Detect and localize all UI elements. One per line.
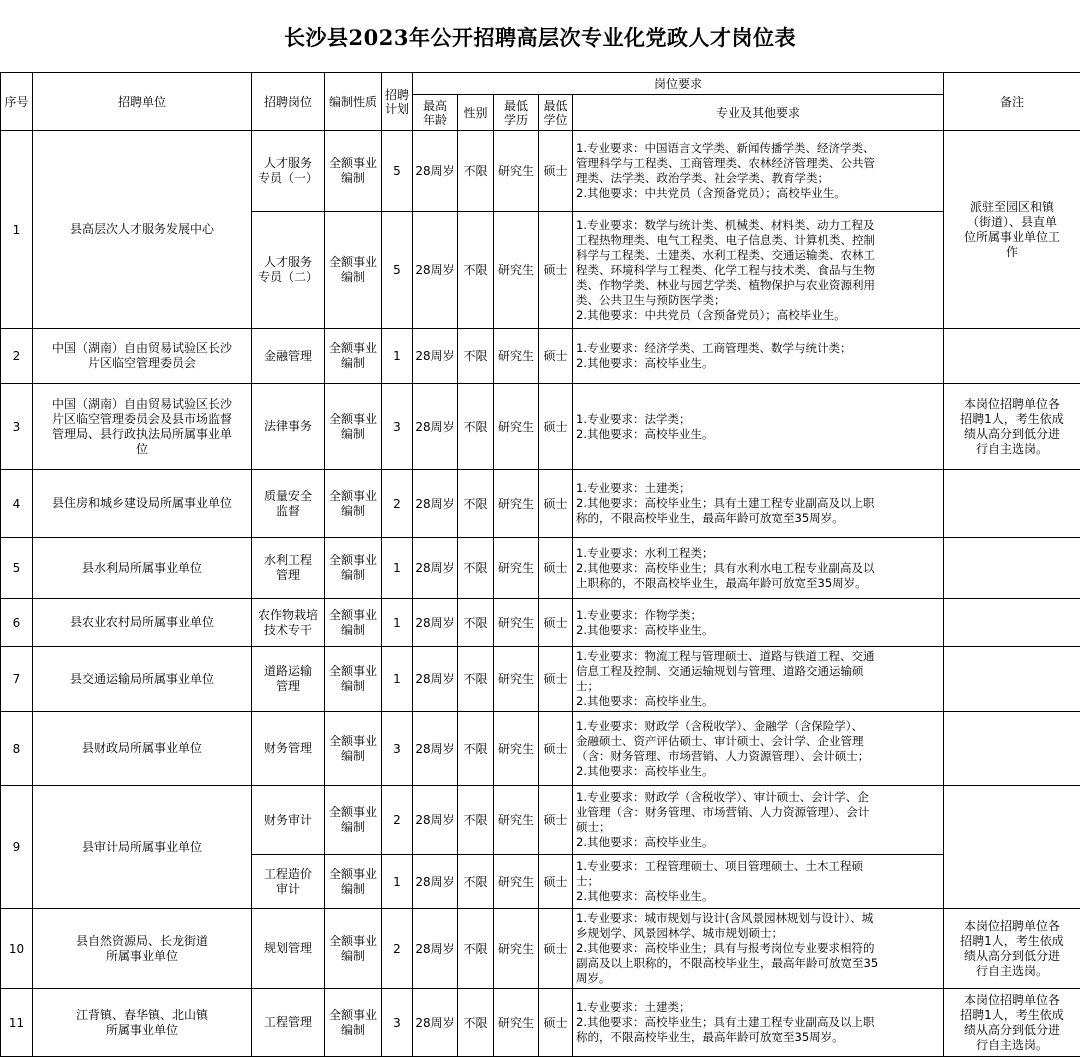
requirement-cell-line: 2.其他要求：高校毕业生。 [576,427,941,442]
post-cell [252,599,325,647]
post-cell-line: 法律事务 [253,419,323,434]
header-degree [539,95,573,131]
degree-cell: 硕士 [539,384,573,470]
seq-cell: 9 [1,786,33,909]
edu-cell: 研究生 [494,647,539,712]
requirement-cell-line: 类、作物学类、林业与园艺学类、植物保护与农业资源利用 [576,278,941,293]
plan-cell: 1 [382,538,413,599]
table-row [1,786,1080,855]
remark-cell [944,786,1080,909]
post-cell [252,131,325,212]
unit-cell-line: 片区临空管理委员会 [34,356,250,371]
post-cell-line: 工程管理 [253,1015,323,1030]
table-row [1,712,1080,786]
requirement-cell-line: 业管理（含：财务管理、市场营销、人力资源管理）、会计 [576,805,941,820]
remark-cell [944,131,1080,329]
table-row [1,647,1080,712]
unit-cell-line: 县交通运输局所属事业单位 [34,672,250,687]
degree-cell: 硕士 [539,538,573,599]
unit-cell [33,712,252,786]
unit-cell [33,647,252,712]
nature-cell-line: 编制 [326,623,380,638]
unit-cell-line: 中国（湖南）自由贸易试验区长沙 [34,397,250,412]
post-cell-line: 人才服务 [253,255,323,270]
remark-cell [944,989,1080,1057]
requirement-cell-line: 称的，不限高校毕业生，最高年龄可放宽至35周岁。 [576,1030,941,1045]
edu-cell: 研究生 [494,712,539,786]
requirement-cell-line: 1.专业要求：法学类； [576,412,941,427]
nature-cell-line: 全额事业 [326,1008,380,1023]
seq-cell: 1 [1,131,33,329]
gender-cell: 不限 [458,855,494,909]
unit-cell [33,538,252,599]
requirement-cell-line: 周岁。 [576,971,941,986]
degree-cell: 硕士 [539,909,573,989]
remark-cell-line: 行自主选岗。 [947,442,1077,457]
remark-cell [944,647,1080,712]
nature-cell-line: 编制 [326,1023,380,1038]
header-edu-line2: 学历 [495,113,537,127]
header-edu-line1: 最低 [495,99,537,113]
requirement-cell-line: 程类、环境科学与工程类、化学工程与技术类、食品与生物 [576,263,941,278]
table-row [1,470,1080,538]
header-age [413,95,458,131]
header-plan-line1: 招聘 [383,88,411,102]
remark-cell-line: 绩从高分到低分进 [947,1023,1077,1038]
requirement-cell [573,470,944,538]
positions-table [0,72,1080,1057]
unit-cell-line: 县水利局所属事业单位 [34,561,250,576]
nature-cell [325,989,382,1057]
edu-cell: 研究生 [494,212,539,329]
header-gender: 性别 [458,95,494,131]
plan-cell: 2 [382,470,413,538]
edu-cell: 研究生 [494,538,539,599]
remark-cell-line: 派驻至园区和镇 [947,200,1077,215]
requirement-cell [573,212,944,329]
nature-cell [325,384,382,470]
table-row [1,384,1080,470]
requirement-cell-line: 2.其他要求：高校毕业生。 [576,356,941,371]
gender-cell: 不限 [458,212,494,329]
table-row [1,989,1080,1057]
edu-cell: 研究生 [494,786,539,855]
nature-cell [325,329,382,384]
header-nature: 编制性质 [325,73,382,131]
header-plan [382,73,413,131]
nature-cell [325,855,382,909]
post-cell [252,989,325,1057]
remark-cell-line: 本岗位招聘单位各 [947,919,1077,934]
header-edu [494,95,539,131]
requirement-cell-line: 2.其他要求：高校毕业生。 [576,835,941,850]
age-cell: 28周岁 [413,712,458,786]
seq-cell: 7 [1,647,33,712]
age-cell: 28周岁 [413,212,458,329]
header-requirements: 岗位要求 [413,73,944,95]
nature-cell [325,131,382,212]
remark-cell [944,329,1080,384]
post-cell-line: 道路运输 [253,664,323,679]
unit-cell-line: 县审计局所属事业单位 [34,840,250,855]
requirement-cell-line: 士； [576,679,941,694]
table-body [1,131,1080,1057]
remark-cell-line: 作 [947,245,1077,260]
nature-cell-line: 编制 [326,270,380,285]
degree-cell: 硕士 [539,855,573,909]
post-cell-line: 财务审计 [253,813,323,828]
degree-cell: 硕士 [539,989,573,1057]
requirement-cell-line: 2.其他要求：中共党员（含预备党员）；高校毕业生。 [576,186,941,201]
requirement-cell-line: 称的，不限高校毕业生，最高年龄可放宽至35周岁。 [576,511,941,526]
unit-cell-line: 县农业农村局所属事业单位 [34,615,250,630]
seq-cell: 6 [1,599,33,647]
plan-cell: 5 [382,212,413,329]
seq-cell: 2 [1,329,33,384]
remark-cell-line: 绩从高分到低分进 [947,427,1077,442]
requirement-cell-line: 1.专业要求：城市规划与设计(含风景园林规划与设计）、城 [576,911,941,926]
requirement-cell [573,329,944,384]
nature-cell-line: 全额事业 [326,608,380,623]
seq-cell: 4 [1,470,33,538]
table-row [1,909,1080,989]
nature-cell-line: 编制 [326,679,380,694]
gender-cell: 不限 [458,599,494,647]
plan-cell: 3 [382,712,413,786]
plan-cell: 1 [382,855,413,909]
unit-cell-line: 县住房和城乡建设局所属事业单位 [34,496,250,511]
age-cell: 28周岁 [413,989,458,1057]
requirement-cell-line: 1.专业要求：水利工程类； [576,546,941,561]
post-cell-line: 审计 [253,882,323,897]
post-cell-line: 规划管理 [253,941,323,956]
nature-cell [325,538,382,599]
degree-cell: 硕士 [539,329,573,384]
unit-cell [33,384,252,470]
unit-cell-line: 所属事业单位 [34,949,250,964]
unit-cell [33,131,252,329]
remark-cell [944,599,1080,647]
age-cell: 28周岁 [413,131,458,212]
plan-cell: 1 [382,599,413,647]
requirement-cell-line: 1.专业要求：经济学类、工商管理类、数学与统计类； [576,341,941,356]
post-cell-line: 管理 [253,679,323,694]
post-cell [252,470,325,538]
post-cell-line: 监督 [253,504,323,519]
remark-cell-line: （街道）、县直单 [947,215,1077,230]
post-cell-line: 管理 [253,568,323,583]
age-cell: 28周岁 [413,329,458,384]
degree-cell: 硕士 [539,470,573,538]
gender-cell: 不限 [458,131,494,212]
seq-cell: 3 [1,384,33,470]
requirement-cell-line: 2.其他要求：高校毕业生；具有土建工程专业副高及以上职 [576,496,941,511]
age-cell: 28周岁 [413,786,458,855]
requirement-cell-line: 工程热物理类、电气工程类、电子信息类、计算机类、控制 [576,233,941,248]
requirement-cell-line: 信息工程及控制、交通运输规划与管理、道路交通运输硕 [576,664,941,679]
age-cell: 28周岁 [413,384,458,470]
requirement-cell-line: 1.专业要求：中国语言文学类、新闻传播学类、经济学类、 [576,141,941,156]
requirement-cell [573,131,944,212]
post-cell-line: 工程造价 [253,867,323,882]
remark-cell-line: 绩从高分到低分进 [947,949,1077,964]
age-cell: 28周岁 [413,647,458,712]
nature-cell [325,212,382,329]
requirement-cell-line: 1.专业要求：数学与统计类、机械类、材料类、动力工程及 [576,218,941,233]
header-plan-line2: 计划 [383,102,411,116]
requirement-cell [573,909,944,989]
requirement-cell-line: 1.专业要求：工程管理硕士、项目管理硕士、土木工程硕 [576,859,941,874]
requirement-cell-line: 2.其他要求：高校毕业生。 [576,694,941,709]
plan-cell: 3 [382,384,413,470]
nature-cell-line: 编制 [326,427,380,442]
requirement-cell-line: 理类、法学类、政治学类、社会学类、教育学类； [576,171,941,186]
age-cell: 28周岁 [413,855,458,909]
age-cell: 28周岁 [413,470,458,538]
edu-cell: 研究生 [494,131,539,212]
requirement-cell-line: 1.专业要求：土建类； [576,481,941,496]
unit-cell-line: 县自然资源局、长龙街道 [34,934,250,949]
edu-cell: 研究生 [494,384,539,470]
edu-cell: 研究生 [494,470,539,538]
remark-cell-line: 本岗位招聘单位各 [947,993,1077,1008]
requirement-cell [573,989,944,1057]
requirement-cell-line: （含：财务管理、市场营销、人力资源管理）、会计硕士； [576,749,941,764]
post-cell [252,212,325,329]
gender-cell: 不限 [458,470,494,538]
nature-cell-line: 全额事业 [326,934,380,949]
requirement-cell [573,855,944,909]
post-cell [252,538,325,599]
degree-cell: 硕士 [539,212,573,329]
requirement-cell-line: 2.其他要求：高校毕业生。 [576,889,941,904]
remark-cell-line: 招聘1人，考生依成 [947,412,1077,427]
nature-cell-line: 全额事业 [326,489,380,504]
post-cell [252,329,325,384]
nature-cell-line: 编制 [326,568,380,583]
requirement-cell-line: 2.其他要求：高校毕业生；具有土建工程专业副高及以上职 [576,1015,941,1030]
unit-cell [33,786,252,909]
unit-cell-line: 县财政局所属事业单位 [34,741,250,756]
requirement-cell [573,599,944,647]
degree-cell: 硕士 [539,647,573,712]
nature-cell-line: 编制 [326,171,380,186]
remark-cell-line: 招聘1人，考生依成 [947,1008,1077,1023]
post-cell-line: 人才服务 [253,156,323,171]
requirement-cell-line: 上职称的，不限高校毕业生，最高年龄可放宽至35周岁。 [576,576,941,591]
post-cell-line: 水利工程 [253,553,323,568]
nature-cell-line: 全额事业 [326,412,380,427]
nature-cell [325,470,382,538]
header-age-line1: 最高 [414,99,456,113]
gender-cell: 不限 [458,712,494,786]
header-age-line2: 年龄 [414,113,456,127]
requirement-cell-line: 金融硕士、资产评估硕士、审计硕士、会计学、企业管理 [576,734,941,749]
requirement-cell [573,712,944,786]
nature-cell-line: 全额事业 [326,255,380,270]
unit-cell [33,599,252,647]
post-cell-line: 农作物栽培 [253,608,323,623]
post-cell [252,712,325,786]
header-major: 专业及其他要求 [573,95,944,131]
header-remark: 备注 [944,73,1080,131]
table-row [1,538,1080,599]
remark-cell [944,712,1080,786]
remark-cell [944,470,1080,538]
remark-cell [944,909,1080,989]
nature-cell-line: 全额事业 [326,805,380,820]
gender-cell: 不限 [458,329,494,384]
requirement-cell-line: 副高及以上职称的，不限高校毕业生，最高年龄可放宽至35 [576,956,941,971]
post-cell-line: 质量安全 [253,489,323,504]
gender-cell: 不限 [458,384,494,470]
requirement-cell-line: 硕士； [576,820,941,835]
requirement-cell-line: 1.专业要求：土建类； [576,1000,941,1015]
degree-cell: 硕士 [539,131,573,212]
header-post: 招聘岗位 [252,73,325,131]
age-cell: 28周岁 [413,599,458,647]
plan-cell: 1 [382,329,413,384]
requirement-cell-line: 1.专业要求：物流工程与管理硕士、道路与铁道工程、交通 [576,649,941,664]
unit-cell-line: 中国（湖南）自由贸易试验区长沙 [34,341,250,356]
remark-cell-line: 招聘1人，考生依成 [947,934,1077,949]
remark-cell [944,384,1080,470]
gender-cell: 不限 [458,538,494,599]
seq-cell: 10 [1,909,33,989]
post-cell [252,909,325,989]
nature-cell [325,599,382,647]
edu-cell: 研究生 [494,855,539,909]
requirement-cell-line: 类、公共卫生与预防医学类； [576,293,941,308]
unit-cell-line: 位 [34,442,250,457]
nature-cell [325,786,382,855]
requirement-cell [573,538,944,599]
requirement-cell-line: 1.专业要求：作物学类； [576,608,941,623]
unit-cell [33,909,252,989]
requirement-cell [573,786,944,855]
header-degree-line2: 学位 [540,113,571,127]
post-cell [252,855,325,909]
degree-cell: 硕士 [539,712,573,786]
header-seq: 序号 [1,73,33,131]
seq-cell: 11 [1,989,33,1057]
requirement-cell-line: 1.专业要求：财政学（含税收学）、审计硕士、会计学、企 [576,790,941,805]
nature-cell-line: 编制 [326,504,380,519]
seq-cell: 8 [1,712,33,786]
degree-cell: 硕士 [539,599,573,647]
requirement-cell-line: 2.其他要求：高校毕业生；具有水利水电工程专业副高及以 [576,561,941,576]
gender-cell: 不限 [458,989,494,1057]
seq-cell: 5 [1,538,33,599]
requirement-cell [573,647,944,712]
nature-cell-line: 全额事业 [326,156,380,171]
nature-cell [325,909,382,989]
gender-cell: 不限 [458,647,494,712]
nature-cell-line: 全额事业 [326,664,380,679]
requirement-cell-line: 1.专业要求：财政学（含税收学）、金融学（含保险学）、 [576,719,941,734]
degree-cell: 硕士 [539,786,573,855]
requirement-cell-line: 士； [576,874,941,889]
nature-cell-line: 编制 [326,749,380,764]
nature-cell-line: 编制 [326,820,380,835]
gender-cell: 不限 [458,786,494,855]
post-cell-line: 技术专干 [253,623,323,638]
table-row [1,329,1080,384]
post-cell [252,786,325,855]
requirement-cell-line: 管理科学与工程类、工商管理类、农林经济管理类、公共管 [576,156,941,171]
plan-cell: 2 [382,909,413,989]
post-cell-line: 专员（二） [253,270,323,285]
requirement-cell-line: 2.其他要求：高校毕业生。 [576,623,941,638]
requirement-cell-line: 2.其他要求：中共党员（含预备党员）；高校毕业生。 [576,308,941,323]
remark-cell-line: 本岗位招聘单位各 [947,397,1077,412]
table-row [1,599,1080,647]
post-cell-line: 专员（一） [253,171,323,186]
plan-cell: 5 [382,131,413,212]
unit-cell-line: 江背镇、春华镇、北山镇 [34,1008,250,1023]
plan-cell: 2 [382,786,413,855]
header-row-1 [1,73,1080,95]
nature-cell [325,647,382,712]
unit-cell [33,329,252,384]
edu-cell: 研究生 [494,599,539,647]
requirement-cell [573,384,944,470]
age-cell: 28周岁 [413,538,458,599]
plan-cell: 3 [382,989,413,1057]
requirement-cell-line: 科学与工程类、土建类、水利工程类、交通运输类、农林工 [576,248,941,263]
nature-cell-line: 编制 [326,949,380,964]
remark-cell [944,538,1080,599]
unit-cell-line: 所属事业单位 [34,1023,250,1038]
requirement-cell-line: 2.其他要求：高校毕业生。 [576,764,941,779]
nature-cell [325,712,382,786]
remark-cell-line: 位所属事业单位工 [947,230,1077,245]
edu-cell: 研究生 [494,909,539,989]
edu-cell: 研究生 [494,329,539,384]
nature-cell-line: 全额事业 [326,734,380,749]
remark-cell-line: 行自主选岗。 [947,964,1077,979]
requirement-cell-line: 乡规划学、风景园林学、城市规划硕士； [576,926,941,941]
nature-cell-line: 编制 [326,882,380,897]
post-cell [252,647,325,712]
post-cell [252,384,325,470]
nature-cell-line: 全额事业 [326,867,380,882]
unit-cell-line: 县高层次人才服务发展中心 [34,222,250,237]
remark-cell-line: 行自主选岗。 [947,1038,1077,1053]
header-unit: 招聘单位 [33,73,252,131]
nature-cell-line: 编制 [326,356,380,371]
unit-cell [33,470,252,538]
unit-cell [33,989,252,1057]
nature-cell-line: 全额事业 [326,553,380,568]
unit-cell-line: 管理局、县行政执法局所属事业单 [34,427,250,442]
age-cell: 28周岁 [413,909,458,989]
table-row [1,131,1080,212]
gender-cell: 不限 [458,909,494,989]
plan-cell: 1 [382,647,413,712]
page-title: 长沙县2023年公开招聘高层次专业化党政人才岗位表 [0,0,1080,72]
header-degree-line1: 最低 [540,99,571,113]
edu-cell: 研究生 [494,989,539,1057]
nature-cell-line: 全额事业 [326,341,380,356]
unit-cell-line: 片区临空管理委员会及县市场监督 [34,412,250,427]
post-cell-line: 财务管理 [253,741,323,756]
requirement-cell-line: 2.其他要求：高校毕业生；具有与报考岗位专业要求相符的 [576,941,941,956]
post-cell-line: 金融管理 [253,349,323,364]
